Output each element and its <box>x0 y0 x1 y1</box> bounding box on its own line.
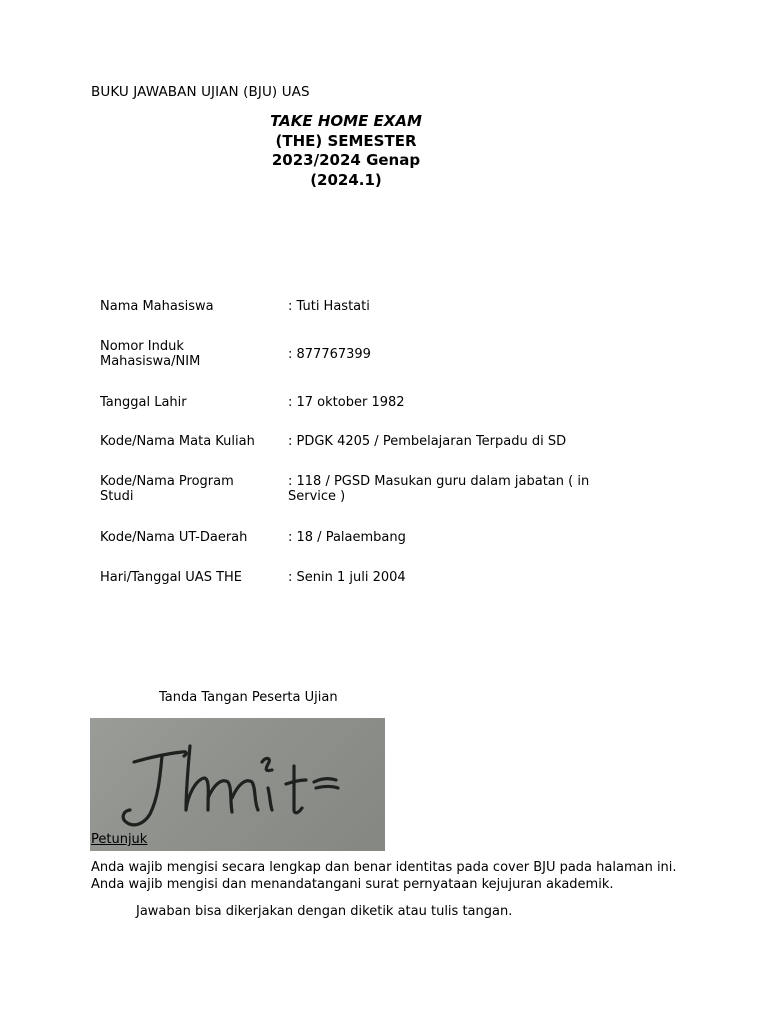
title-line-4: (2024.1) <box>310 170 382 189</box>
title-line-1: TAKE HOME EXAM <box>270 112 422 130</box>
identity-value: : Tuti Hastati <box>288 299 370 314</box>
instructions-paragraph-1: Anda wajib mengisi secara lengkap dan benar identitas pada cover BJU pada halaman ini. Anda wajib mengisi dan menandatangani surat pernyataan kejujuran akademik. <box>91 860 677 892</box>
identity-value: : 17 oktober 1982 <box>288 395 405 410</box>
identity-label: Hari/Tanggal UAS THE <box>100 570 243 585</box>
identity-value: : Senin 1 juli 2004 <box>288 570 406 585</box>
signature-caption: Tanda Tangan Peserta Ujian <box>159 690 338 705</box>
identity-value: : 118 / PGSD Masukan guru dalam jabatan ( in Service ) <box>288 474 590 504</box>
title-line-2: (THE) SEMESTER <box>275 131 417 150</box>
identity-label: Kode/Nama UT-Daerah <box>100 530 248 545</box>
document-header: BUKU JAWABAN UJIAN (BJU) UAS <box>91 84 310 100</box>
identity-label: Kode/Nama Program Studi <box>100 474 234 504</box>
identity-label: Nama Mahasiswa <box>100 299 214 314</box>
identity-value: : 877767399 <box>288 347 371 362</box>
identity-label: Tanggal Lahir <box>100 395 187 410</box>
instructions-heading: Petunjuk <box>91 832 148 847</box>
title-line-3: 2023/2024 Genap <box>271 151 421 169</box>
identity-value: : PDGK 4205 / Pembelajaran Terpadu di SD <box>288 434 567 449</box>
identity-label: Kode/Nama Mata Kuliah <box>100 434 255 449</box>
identity-label: Nomor Induk Mahasiswa/NIM <box>100 339 201 369</box>
instructions-paragraph-2: Jawaban bisa dikerjakan dengan diketik atau tulis tangan. <box>136 904 513 919</box>
identity-value: : 18 / Palaembang <box>288 530 406 545</box>
exam-title <box>200 112 492 190</box>
